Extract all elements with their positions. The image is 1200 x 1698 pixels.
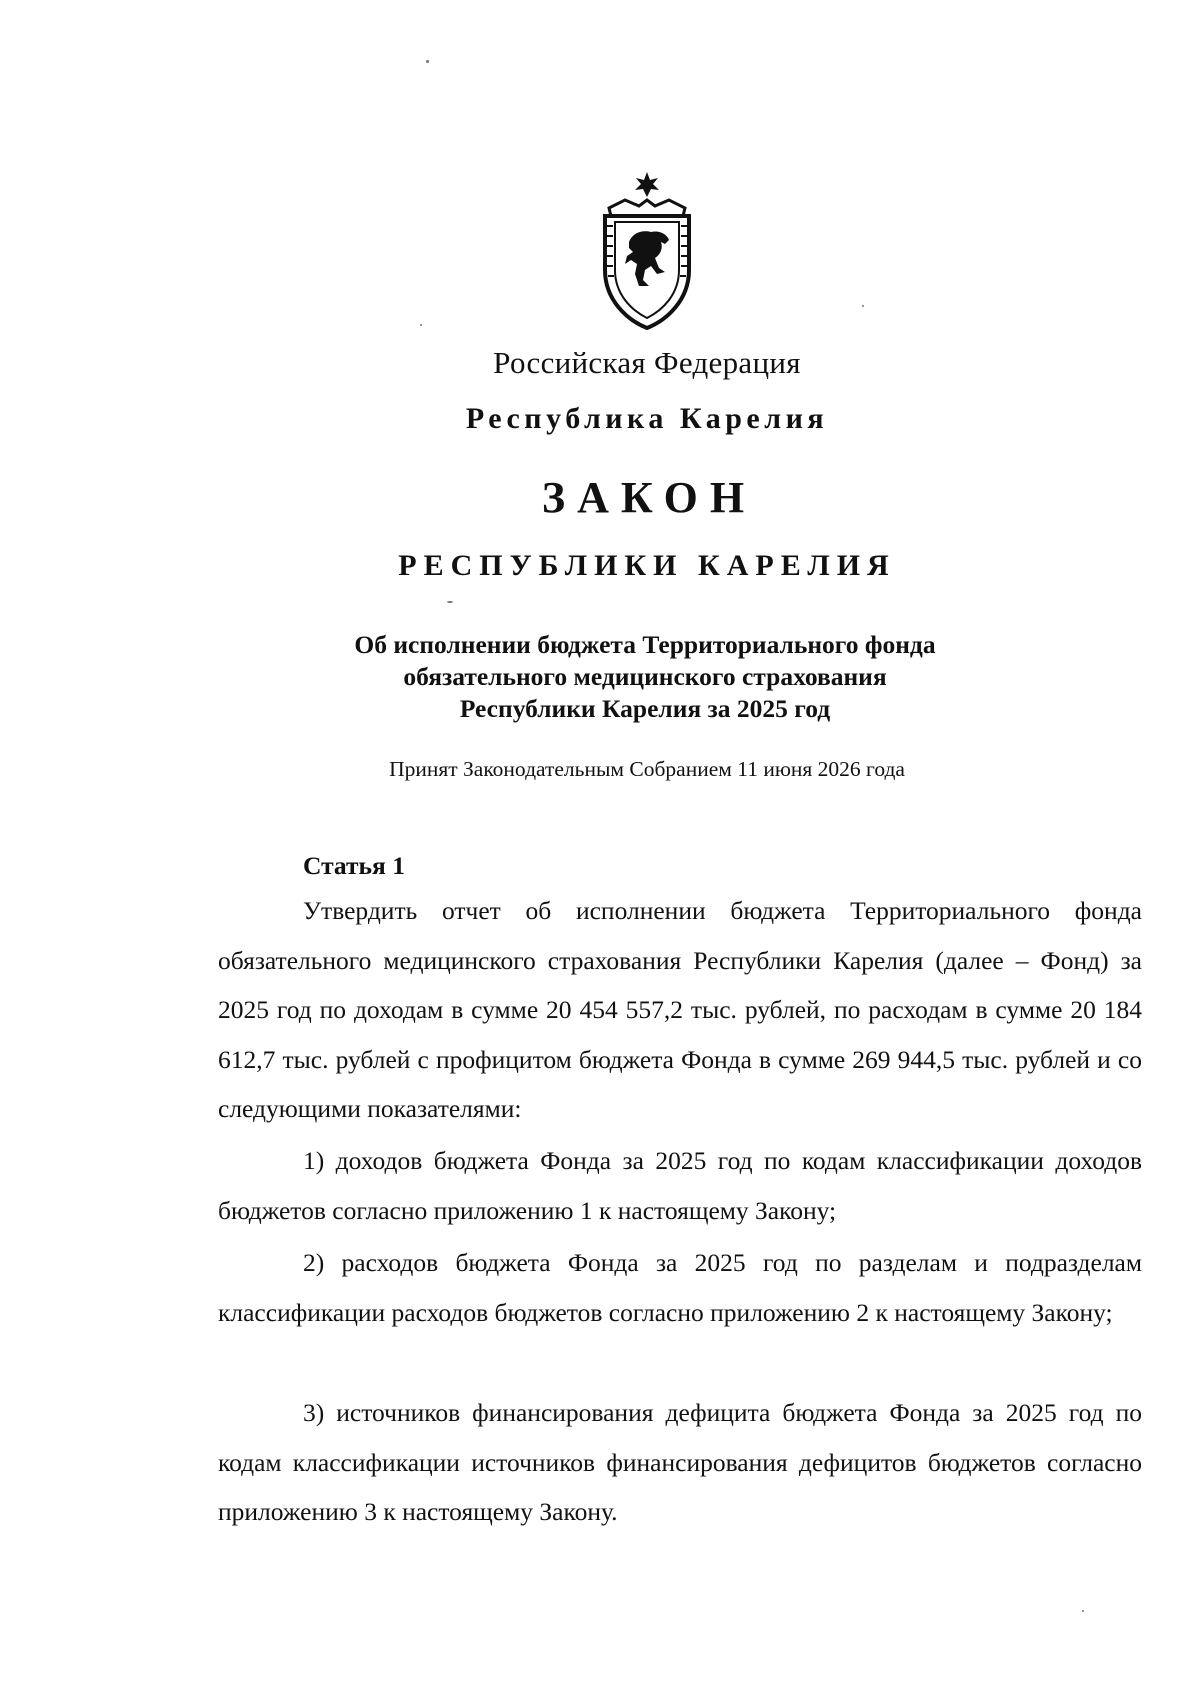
paragraph-text: Утвердить отчет об исполнении бюджета Территориального фонда обязательного медицинского страхования Республики Карелия (далее – Фонд) за 2025 год по доходам в сумме 20 454 557,2 тыс. рублей, по расходам в сумме 20 184 612,7 тыс. рублей с профицитом бюджета Фонда в сумме 269 944,5 тыс. рублей и со следующими показателями:: [218, 896, 1142, 1124]
scan-speck: [862, 305, 864, 307]
article-list-item: [218, 1388, 1142, 1537]
list-item-text: 1) доходов бюджета Фонда за 2025 год по кодам классификации доходов бюджетов согласно приложению 1 к настоящему Закону;: [218, 1146, 1142, 1225]
article-list-item: [218, 1136, 1142, 1235]
article-paragraph: [218, 886, 1142, 1134]
list-item-text: 2) расходов бюджета Фонда за 2025 год по разделам и подразделам классификации расходов бюджетов согласно приложению 2 к настоящему Закону;: [218, 1248, 1142, 1327]
adoption-note: Принят Законодательным Собранием 11 июня 2026 года: [389, 757, 905, 781]
scan-speck: [426, 60, 429, 63]
scan-speck: [1082, 1610, 1084, 1612]
list-item-text: 3) источников финансирования дефицита бюджета Фонда за 2025 год по кодам классификации источников финансирования дефицитов бюджетов согласно приложению 3 к настоящему Закону.: [218, 1398, 1142, 1527]
coat-of-arms-emblem: [595, 170, 699, 330]
law-heading: ЗАКОН: [541, 473, 757, 522]
law-subheading: РЕСПУБЛИКИ КАРЕЛИЯ: [398, 549, 896, 582]
scan-speck: [447, 601, 453, 603]
law-title-line: обязательного медицинского страхования: [403, 662, 887, 691]
scan-speck: [420, 324, 422, 326]
law-title-line: Республики Карелия за 2025 год: [459, 694, 831, 723]
law-title-line: Об исполнении бюджета Территориального фонда: [354, 630, 936, 659]
region-name: Республика Карелия: [465, 402, 829, 435]
article-list-item: [218, 1238, 1142, 1337]
article-heading: Статья 1: [303, 851, 405, 880]
country-name: Российская Федерация: [493, 345, 801, 380]
